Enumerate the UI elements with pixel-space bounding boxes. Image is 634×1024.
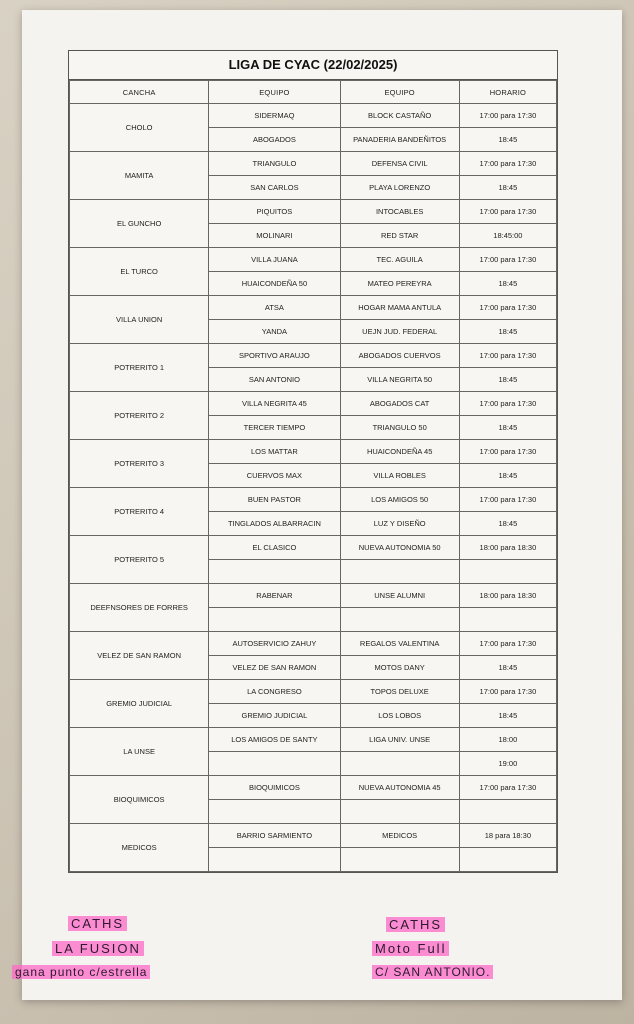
horario-cell: 18:45 (459, 320, 556, 344)
equipo-1-cell: VILLA NEGRITA 45 (209, 392, 340, 416)
equipo-2-cell: NUEVA AUTONOMIA 45 (340, 776, 459, 800)
equipo-1-cell: YANDA (209, 320, 340, 344)
horario-cell: 18:45 (459, 656, 556, 680)
equipo-1-cell: ABOGADOS (209, 128, 340, 152)
equipo-1-cell: TERCER TIEMPO (209, 416, 340, 440)
horario-cell (459, 800, 556, 824)
equipo-2-cell: REGALOS VALENTINA (340, 632, 459, 656)
horario-cell (459, 848, 556, 872)
cancha-cell: CHOLO (70, 104, 209, 152)
equipo-1-cell: LA CONGRESO (209, 680, 340, 704)
table-row (70, 680, 557, 704)
equipo-1-cell: LOS AMIGOS DE SANTY (209, 728, 340, 752)
equipo-2-cell: VILLA NEGRITA 50 (340, 368, 459, 392)
equipo-2-cell: MATEO PEREYRA (340, 272, 459, 296)
equipo-1-cell: SAN CARLOS (209, 176, 340, 200)
equipo-2-cell (340, 560, 459, 584)
equipo-2-cell: ABOGADOS CUERVOS (340, 344, 459, 368)
cancha-cell: POTRERITO 1 (70, 344, 209, 392)
table-row (70, 344, 557, 368)
cancha-cell: DEEFNSORES DE FORRES (70, 584, 209, 632)
table-row (70, 584, 557, 608)
horario-cell: 17:00 para 17:30 (459, 104, 556, 128)
equipo-2-cell: HOGAR MAMA ANTULA (340, 296, 459, 320)
equipo-2-cell: ABOGADOS CAT (340, 392, 459, 416)
equipo-2-cell: UNSE ALUMNI (340, 584, 459, 608)
equipo-2-cell: MOTOS DANY (340, 656, 459, 680)
horario-cell: 18 para 18:30 (459, 824, 556, 848)
equipo-1-cell: GREMIO JUDICIAL (209, 704, 340, 728)
equipo-1-cell: SIDERMAQ (209, 104, 340, 128)
horario-cell: 18:45 (459, 416, 556, 440)
horario-cell: 18:45 (459, 128, 556, 152)
note-left-3: gana punto c/estrella (12, 965, 150, 979)
horario-cell: 17:00 para 17:30 (459, 296, 556, 320)
equipo-2-cell (340, 848, 459, 872)
equipo-1-cell: LOS MATTAR (209, 440, 340, 464)
equipo-1-cell: PIQUITOS (209, 200, 340, 224)
equipo-1-cell: VILLA JUANA (209, 248, 340, 272)
note-left-1: CATHS (68, 916, 127, 931)
note-right-2: Moto Full (372, 941, 449, 956)
equipo-1-cell (209, 848, 340, 872)
equipo-2-cell: TOPOS DELUXE (340, 680, 459, 704)
equipo-2-cell: PLAYA LORENZO (340, 176, 459, 200)
equipo-1-cell: HUAICONDEÑA 50 (209, 272, 340, 296)
equipo-1-cell: TRIANGULO (209, 152, 340, 176)
document-title: LIGA DE CYAC (22/02/2025) (69, 51, 557, 80)
table-row (70, 248, 557, 272)
equipo-2-cell: NUEVA AUTONOMIA 50 (340, 536, 459, 560)
cancha-cell: POTRERITO 4 (70, 488, 209, 536)
horario-cell: 17:00 para 17:30 (459, 248, 556, 272)
fixture-table-sheet (68, 50, 558, 873)
equipo-2-cell (340, 608, 459, 632)
cancha-cell: MEDICOS (70, 824, 209, 872)
equipo-2-cell: PANADERIA BANDEÑITOS (340, 128, 459, 152)
cancha-cell: VELEZ DE SAN RAMON (70, 632, 209, 680)
equipo-1-cell: BIOQUIMICOS (209, 776, 340, 800)
horario-cell (459, 608, 556, 632)
cancha-cell: LA UNSE (70, 728, 209, 776)
horario-cell (459, 560, 556, 584)
horario-cell: 17:00 para 17:30 (459, 632, 556, 656)
horario-cell: 18:45 (459, 272, 556, 296)
cancha-cell: EL TURCO (70, 248, 209, 296)
horario-cell: 17:00 para 17:30 (459, 344, 556, 368)
equipo-2-cell: DEFENSA CIVIL (340, 152, 459, 176)
equipo-1-cell: SAN ANTONIO (209, 368, 340, 392)
cancha-cell: POTRERITO 5 (70, 536, 209, 584)
equipo-2-cell: UEJN JUD. FEDERAL (340, 320, 459, 344)
horario-cell: 17:00 para 17:30 (459, 440, 556, 464)
equipo-2-cell: VILLA ROBLES (340, 464, 459, 488)
equipo-2-cell: INTOCABLES (340, 200, 459, 224)
cancha-cell: MAMITA (70, 152, 209, 200)
fixture-table (69, 80, 557, 872)
cancha-cell: BIOQUIMICOS (70, 776, 209, 824)
equipo-2-cell: MEDICOS (340, 824, 459, 848)
equipo-2-cell: BLOCK CASTAÑO (340, 104, 459, 128)
note-right-3: C/ SAN ANTONIO. (372, 965, 493, 979)
horario-cell: 17:00 para 17:30 (459, 152, 556, 176)
header-horario: HORARIO (459, 81, 556, 104)
equipo-1-cell: VELEZ DE SAN RAMON (209, 656, 340, 680)
equipo-2-cell: LOS AMIGOS 50 (340, 488, 459, 512)
table-row (70, 776, 557, 800)
table-row (70, 632, 557, 656)
equipo-1-cell: TINGLADOS ALBARRACIN (209, 512, 340, 536)
horario-cell: 17:00 para 17:30 (459, 200, 556, 224)
header-equipo-1: EQUIPO (209, 81, 340, 104)
horario-cell: 19:00 (459, 752, 556, 776)
table-row (70, 536, 557, 560)
equipo-1-cell: SPORTIVO ARAUJO (209, 344, 340, 368)
equipo-1-cell: BUEN PASTOR (209, 488, 340, 512)
horario-cell: 18:00 para 18:30 (459, 584, 556, 608)
table-row (70, 296, 557, 320)
horario-cell: 18:00 para 18:30 (459, 536, 556, 560)
cancha-cell: POTRERITO 2 (70, 392, 209, 440)
table-row (70, 488, 557, 512)
equipo-2-cell: LOS LOBOS (340, 704, 459, 728)
horario-cell: 18:45 (459, 704, 556, 728)
equipo-2-cell: TEC. AGUILA (340, 248, 459, 272)
note-right-1: CATHS (386, 917, 445, 932)
horario-cell: 18:45 (459, 368, 556, 392)
note-left-2: LA FUSION (52, 941, 144, 956)
equipo-1-cell: CUERVOS MAX (209, 464, 340, 488)
horario-cell: 17:00 para 17:30 (459, 776, 556, 800)
table-row (70, 440, 557, 464)
horario-cell: 18:45 (459, 512, 556, 536)
fixture-table-body (70, 104, 557, 872)
equipo-1-cell: RABENAR (209, 584, 340, 608)
table-row (70, 200, 557, 224)
equipo-1-cell: ATSA (209, 296, 340, 320)
equipo-1-cell (209, 608, 340, 632)
equipo-2-cell: LUZ Y DISEÑO (340, 512, 459, 536)
table-row (70, 728, 557, 752)
header-cancha: CANCHA (70, 81, 209, 104)
equipo-1-cell: MOLINARI (209, 224, 340, 248)
equipo-2-cell: HUAICONDEÑA 45 (340, 440, 459, 464)
table-row (70, 392, 557, 416)
equipo-1-cell: BARRIO SARMIENTO (209, 824, 340, 848)
cancha-cell: VILLA UNION (70, 296, 209, 344)
cancha-cell: GREMIO JUDICIAL (70, 680, 209, 728)
horario-cell: 17:00 para 17:30 (459, 488, 556, 512)
equipo-2-cell: RED STAR (340, 224, 459, 248)
horario-cell: 18:45:00 (459, 224, 556, 248)
cancha-cell: POTRERITO 3 (70, 440, 209, 488)
horario-cell: 18:45 (459, 176, 556, 200)
equipo-2-cell (340, 800, 459, 824)
horario-cell: 17:00 para 17:30 (459, 392, 556, 416)
equipo-2-cell: TRIANGULO 50 (340, 416, 459, 440)
equipo-2-cell (340, 752, 459, 776)
horario-cell: 18:45 (459, 464, 556, 488)
table-row (70, 824, 557, 848)
equipo-2-cell: LIGA UNIV. UNSE (340, 728, 459, 752)
equipo-1-cell (209, 800, 340, 824)
horario-cell: 17:00 para 17:30 (459, 680, 556, 704)
equipo-1-cell: AUTOSERVICIO ZAHUY (209, 632, 340, 656)
table-row (70, 104, 557, 128)
equipo-1-cell: EL CLASICO (209, 536, 340, 560)
table-header-row (70, 81, 557, 104)
horario-cell: 18:00 (459, 728, 556, 752)
cancha-cell: EL GUNCHO (70, 200, 209, 248)
header-equipo-2: EQUIPO (340, 81, 459, 104)
equipo-1-cell (209, 560, 340, 584)
table-row (70, 152, 557, 176)
equipo-1-cell (209, 752, 340, 776)
